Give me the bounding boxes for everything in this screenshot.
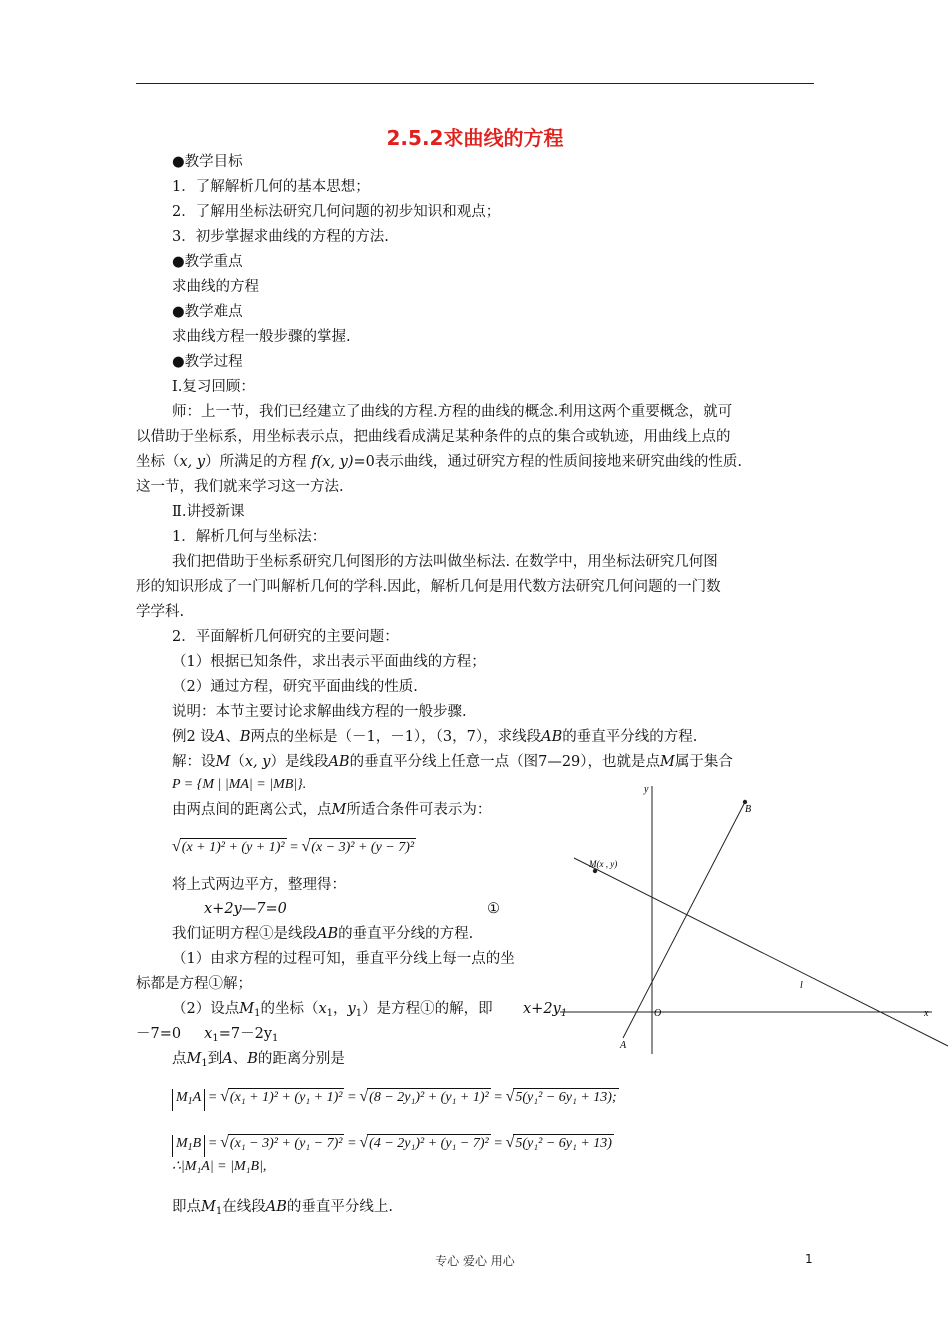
section-difficulty-heading: ●教学难点 (172, 304, 243, 320)
m1a-distance-equation: $M_1A = √(x_1 + 1)^2 + (y_1 + 1)^2 = √(8 - 2y_1)^2 + (y_1 + 1)^2 = √5(y_1^2 - 6y_1 + 13)$; (172, 1088, 619, 1111)
point-m (593, 869, 597, 873)
proof-part1-line1: （1）由求方程的过程可知，垂直平分线上每一点的坐 (172, 951, 515, 967)
therefore-line: ∴|M₁A| = |M₁B|, (172, 1159, 267, 1174)
review-paragraph-line1: 师：上一节，我们已经建立了曲线的方程.方程的曲线的概念.利用这两个重要概念，就可 (172, 404, 733, 420)
page-footer: 专心 爱心 用心 (435, 1254, 515, 1268)
review-paragraph-line4: 这一节，我们就来学习这一方法. (136, 479, 344, 495)
solution-line1: 解：设M（x, y）是线段AB的垂直平分线上任意一点（图7—29），也就是点M属于集合 (172, 754, 733, 770)
section2-item2: （2）通过方程，研究平面曲线的性质. (172, 679, 418, 695)
review-paragraph-line2: 以借助于坐标系，用坐标表示点，把曲线看成满足某种条件的点的集合或轨迹，用曲线上点的 (136, 429, 731, 445)
distance-equation: √(x + 1)² + (y + 1)² = √(x − 3)² + (y − 7)² (172, 838, 415, 855)
key-text: 求曲线的方程 (172, 279, 259, 295)
section2-heading: 2．平面解析几何研究的主要问题： (172, 629, 399, 645)
page-number: 1 (805, 1252, 813, 1266)
new-lesson-heading: Ⅱ.讲授新课 (172, 504, 245, 520)
equation-1: x+2y—7=0 (204, 901, 287, 917)
point-m-label: M(x , y) (589, 859, 618, 869)
section-key-heading: ●教学重点 (172, 254, 243, 270)
proof-part2-line2: －7=0 $x_1=7-2y_1$ (136, 1026, 279, 1044)
page-title: 2.5.2求曲线的方程 (386, 126, 564, 150)
y-axis-label: y (644, 784, 649, 795)
header-rule (136, 83, 814, 84)
difficulty-text: 求曲线方程一般步骤的掌握. (172, 329, 351, 345)
square-instruction: 将上式两边平方，整理得： (172, 877, 346, 893)
distance-intro: 由两点间的距离公式，点M所适合条件可表示为： (172, 802, 492, 818)
proof-intro: 我们证明方程①是线段AB的垂直平分线的方程. (172, 926, 474, 942)
point-a-label: A (620, 1040, 627, 1051)
section-goals-heading: ●教学目标 (172, 154, 243, 170)
origin-label: O (654, 1008, 662, 1019)
line-l-label: l (800, 980, 803, 991)
proof-part2-line1: （2）设点$M_1$的坐标（$x_1$，$y_1$）是方程①的解，即 (172, 1001, 493, 1019)
section1-heading: 1．解析几何与坐标法： (172, 529, 327, 545)
goal-item-2: 2．了解用坐标法研究几何问题的初步知识和观点； (172, 204, 501, 220)
goal-item-3: 3．初步掌握求曲线的方程的方法. (172, 229, 389, 245)
section2-item1: （1）根据已知条件，求出表示平面曲线的方程； (172, 654, 486, 670)
review-heading: Ⅰ.复习回顾： (172, 379, 255, 395)
set-expression: P = {M | |MA| = |MB|}. (172, 777, 307, 792)
section-process-heading: ●教学过程 (172, 354, 243, 370)
line-l (574, 858, 948, 1046)
distance-intro-2: 点$M_1$到A、B的距离分别是 (172, 1051, 345, 1069)
note-text: 说明：本节主要讨论求解曲线方程的一般步骤. (172, 704, 467, 720)
goal-item-1: 1．了解解析几何的基本思想； (172, 179, 370, 195)
proof-part2-equation: $x+2y_1$ (523, 1001, 568, 1019)
m1b-distance-equation: $M_1B = √(x_1 - 3)^2 + (y_1 - 7)^2 = √(4 - 2y_1)^2 + (y_1 - 7)^2 = √5(y_1^2 - 6y_1 + 13)$ (172, 1134, 614, 1157)
proof-part1-line2: 标都是方程①解； (136, 976, 252, 992)
section1-line1: 我们把借助于坐标系研究几何图形的方法叫做坐标法. 在数学中，用坐标法研究几何图 (172, 554, 718, 570)
section1-line2: 形的知识形成了一门叫解析几何的学科.因此，解析几何是用代数方法研究几何问题的一门数 (136, 579, 721, 595)
equation-1-marker: ① (487, 901, 500, 917)
section1-line3: 学学科. (136, 604, 185, 620)
segment-ab (623, 802, 745, 1038)
review-paragraph-line3: 坐标（x, y）所满足的方程 f(x, y)=0表示曲线，通过研究方程的性质间接地来研究曲线的性质. (136, 454, 742, 470)
x-axis-label: x (924, 1008, 929, 1019)
conclusion: 即点$M_1$在线段AB的垂直平分线上. (172, 1199, 393, 1217)
example-statement: 例2 设A、B两点的坐标是（－1，－1），（3，7），求线段AB的垂直平分线的方程. (172, 729, 698, 745)
point-b-label: B (745, 804, 752, 815)
figure-7-29 (560, 780, 950, 1080)
